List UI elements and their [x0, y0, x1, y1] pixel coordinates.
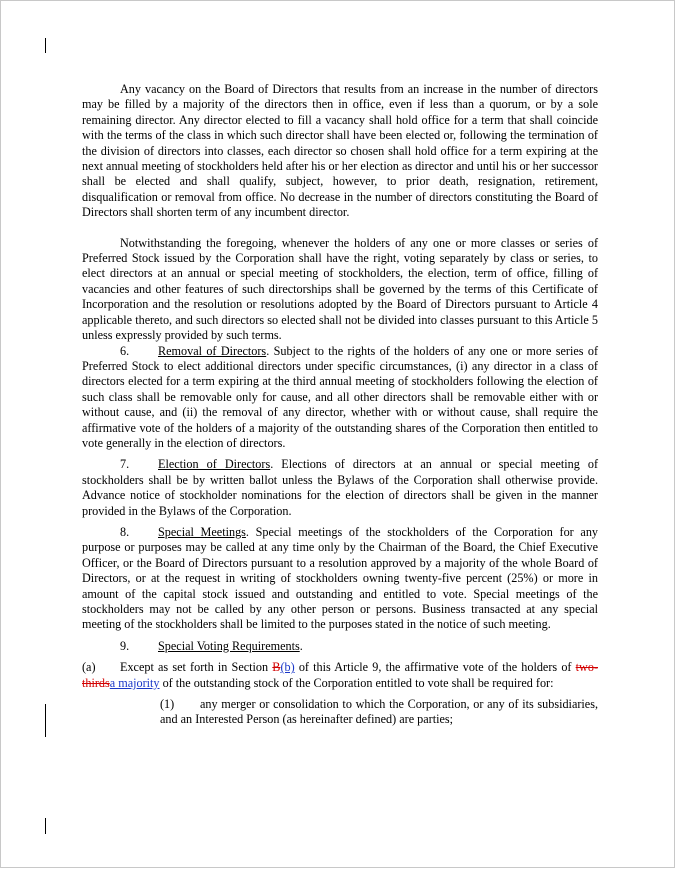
clause-a	[82, 660, 598, 691]
clause-a-text-3: of the outstanding stock of the Corporation entitled to vote shall be required for:	[159, 675, 554, 690]
document-body	[82, 82, 598, 728]
section-8-title: Special Meetings	[158, 524, 246, 539]
clause-a-text-1: Except as set forth in Section	[120, 660, 273, 675]
inserted-text: a majority	[109, 675, 160, 690]
section-6-title: Removal of Directors	[158, 343, 267, 358]
section-7	[82, 457, 598, 519]
clause-1-label: (1)	[160, 697, 175, 712]
change-bar-bottom	[45, 818, 46, 834]
section-9-title: Special Voting Requirements	[158, 638, 300, 653]
inserted-text: (b)	[280, 660, 295, 675]
section-7-title: Election of Directors	[158, 457, 271, 472]
section-9	[82, 639, 598, 654]
clause-a-label: (a)	[82, 660, 96, 675]
section-6-number: 6.	[120, 343, 130, 358]
paragraph-vacancy: Any vacancy on the Board of Directors that results from an increase in the number of directors may be filled by a majority of the directors then in office, even if less than a quorum, or by a sole remaining director. Any director elected to fill a vacancy shall hold office for a term that shall coincide with the terms of the class in which such director shall have been elected or, following the termination of the division of directors into classes, each director so chosen shall hold office for a term expiring at the next annual meeting of stockholders held after his or her election as director and until his or her successor shall be elected and shall qualify, subject, however, to prior death, resignation, retirement, disqualification or removal from office. No decrease in the number of directors constituting the Board of Directors shall shorten term of any incumbent director.	[82, 82, 598, 220]
section-7-number: 7.	[120, 457, 130, 472]
change-bar-section-9	[45, 704, 46, 737]
deleted-text: two-thirds	[82, 660, 598, 690]
clause-a-text-2: of this Article 9, the affirmative vote of the holders of	[294, 660, 576, 675]
section-9-number: 9.	[120, 638, 130, 653]
section-6-text: . Subject to the rights of the holders of any one or more series of Preferred Stock to elect additional directors under specific circumstances, (i) any director in a class of directors elected for a term expiring at the third annual meeting of stockholders following the election of such class shall be removable only for cause, and all other directors shall be removable either with or without cause, and (ii) the removal of any director, whether with or without cause, shall require the affirmative vote of the holders of a majority of the outstanding shares of the Corporation then entitled to vote generally in the election of directors.	[82, 343, 598, 450]
section-8-text: . Special meetings of the stockholders of the Corporation for any purpose or purposes may be called at any time only by the Chairman of the Board, the Chief Executive Officer, or the Board of Directors pursuant to a resolution approved by a majority of the whole Board of Directors, or at the request in writing of stockholders owning twenty-five percent (25%) or more in amount of the capital stock issued and outstanding and entitled to vote. Special meetings of the stockholders may not be called by any other person or persons. Business transacted at any special meeting of the stockholders shall be limited to the purposes stated in the notice of such meeting.	[82, 524, 599, 632]
section-7-text: . Elections of directors at an annual or special meeting of stockholders shall be by written ballot unless the Bylaws of the Corporation shall otherwise provide. Advance notice of stockholder nominations for the election of directors shall be given in the manner provided in the Bylaws of the Corporation.	[82, 457, 599, 518]
change-bar-top	[45, 38, 46, 53]
section-8-number: 8.	[120, 524, 130, 539]
clause-1	[82, 697, 598, 728]
section-8	[82, 525, 598, 633]
section-6	[82, 344, 598, 452]
clause-1-text: any merger or consolidation to which the Corporation, or any of its subsidiaries, and an Interested Person (as hereinafter defined) are parties;	[160, 697, 598, 727]
section-9-period: .	[299, 638, 303, 653]
deleted-text: B	[272, 660, 281, 675]
paragraph-notwithstanding: Notwithstanding the foregoing, whenever the holders of any one or more classes or series of Preferred Stock issued by the Corporation shall have the right, voting separately by class or series, to elect directors at an annual or special meeting of stockholders, the election, term of office, filling of vacancies and other features of such directorships shall be governed by the terms of this Certificate of Incorporation and the resolution or resolutions adopted by the Board of Directors pursuant to Article 4 applicable thereto, and such directors so elected shall not be divided into classes pursuant to this Article 5 unless expressly provided by such terms.	[82, 235, 598, 343]
